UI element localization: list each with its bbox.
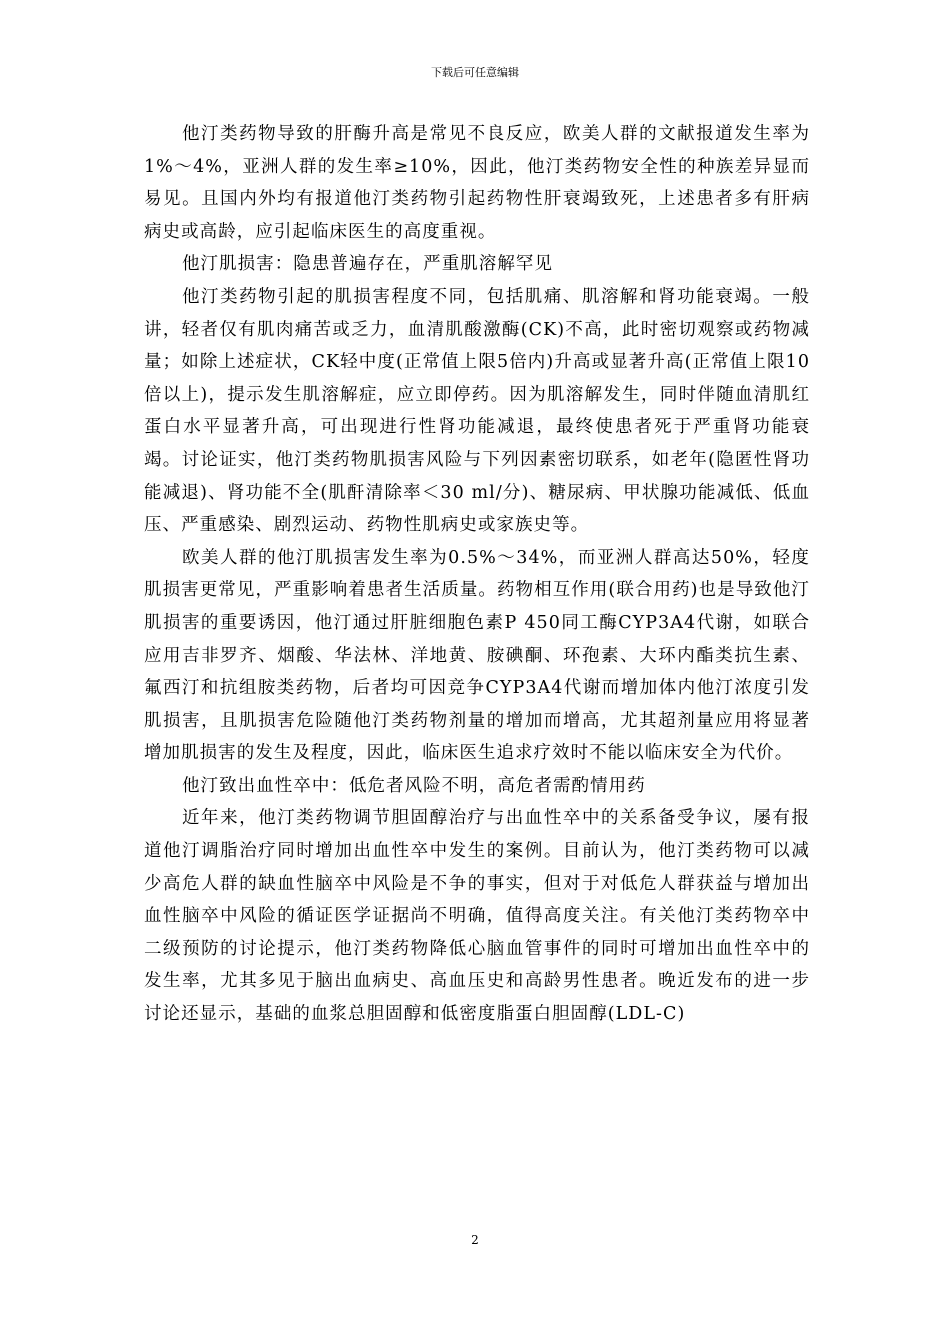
document-body [144, 118, 810, 1031]
page-number: 2 [471, 1233, 479, 1247]
heading-muscle-damage: 他汀肌损害：隐患普遍存在，严重肌溶解罕见 [182, 254, 553, 275]
paragraph-hemorrhagic-stroke: 近年来，他汀类药物调节胆固醇治疗与出血性卒中的关系备受争议，屡有报道他汀调脂治疗同时增加出血性卒中发生的案例。目前认为，他汀类药物可以减少高危人群的缺血性脑卒中风险是不争的事实，但对于对低危人群获益与增加出血性脑卒中风险的循证医学证据尚不明确，值得高度关注。有关他汀类药物卒中二级预防的讨论提示，他汀类药物降低心脑血管事件的同时可增加出血性卒中的发生率，尤其多见于脑出血病史、高血压史和高龄男性患者。晚近发布的进一步讨论还显示，基础的血浆总胆固醇和低密度脂蛋白胆固醇(LDL-C) [144, 808, 810, 1025]
paragraph-muscle-damage-degree: 他汀类药物引起的肌损害程度不同，包括肌痛、肌溶解和肾功能衰竭。一般讲，轻者仅有肌肉痛苦或乏力，血清肌酸激酶(CK)不高，此时密切观察或药物减量；如除上述症状，CK轻中度(正常值上限5倍内)升高或显著升高(正常值上限10倍以上)，提示发生肌溶解症，应立即停药。因为肌溶解发生，同时伴随血清肌红蛋白水平显著升高，可出现进行性肾功能减退，最终使患者死于严重肾功能衰竭。讨论证实，他汀类药物肌损害风险与下列因素密切联系，如老年(隐匿性肾功能减退)、肾功能不全(肌酐清除率＜30 ml/分)、糖尿病、甲状腺功能减低、低血压、严重感染、剧烈运动、药物性肌病史或家族史等。 [144, 286, 810, 536]
heading-hemorrhagic-stroke: 他汀致出血性卒中：低危者风险不明，高危者需酌情用药 [182, 775, 646, 796]
page-header: 下载后可任意编辑 [431, 66, 519, 79]
paragraph-liver-enzyme: 他汀类药物导致的肝酶升高是常见不良反应，欧美人群的文献报道发生率为1%～4%，亚洲人群的发生率≥10%，因此，他汀类药物安全性的种族差异显而易见。且国内外均有报道他汀类药物引起药物性肝衰竭致死，上述患者多有肝病病史或高龄，应引起临床医生的高度重视。 [144, 124, 810, 242]
paragraph-muscle-damage-incidence: 欧美人群的他汀肌损害发生率为0.5%～34%，而亚洲人群高达50%，轻度肌损害更常见，严重影响着患者生活质量。药物相互作用(联合用药)也是导致他汀肌损害的重要诱因，他汀通过肝脏细胞色素P 450同工酶CYP3A4代谢，如联合应用吉非罗齐、烟酸、华法林、洋地黄、胺碘酮、环孢素、大环内酯类抗生素、氟西汀和抗组胺类药物，后者均可因竞争CYP3A4代谢而增加体内他汀浓度引发肌损害，且肌损害危险随他汀类药物剂量的增加而增高，尤其超剂量应用将显著增加肌损害的发生及程度，因此，临床医生追求疗效时不能以临床安全为代价。 [144, 547, 810, 764]
